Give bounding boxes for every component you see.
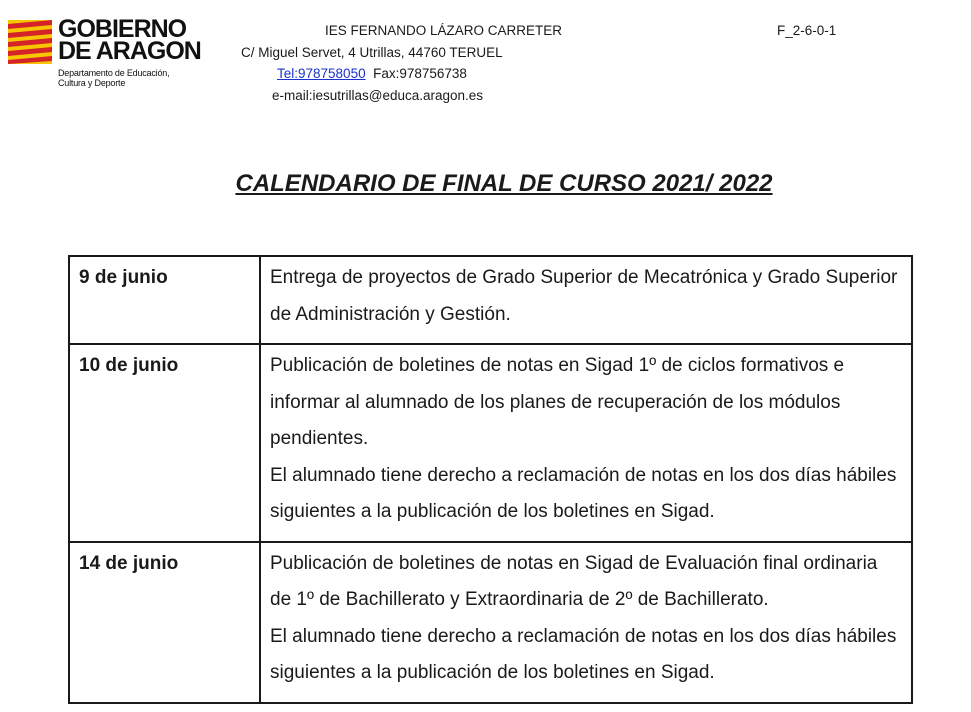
page-title: CALENDARIO DE FINAL DE CURSO 2021/ 2022: [235, 170, 773, 197]
contact-phone-fax: [277, 66, 467, 81]
school-name: IES FERNANDO LÁZARO CARRETER: [325, 23, 563, 38]
description-cell: [260, 542, 912, 703]
logo-title: [58, 15, 201, 65]
date-cell: 10 de junio: [69, 344, 260, 542]
date-cell: 9 de junio: [69, 256, 260, 344]
description-cell: [260, 256, 912, 344]
date-cell: 14 de junio: [69, 542, 260, 703]
logo-title-line2: DE ARAGON: [58, 37, 201, 65]
description-paragraph: El alumnado tiene derecho a reclamación de notas en los dos días hábiles siguientes a la publicación de los boletines en Sigad.: [270, 625, 897, 683]
description-paragraph: El alumnado tiene derecho a reclamación de notas en los dos días hábiles siguientes a la publicación de los boletines en Sigad.: [270, 464, 897, 522]
aragon-flag-icon: [8, 20, 52, 64]
table-row: [69, 256, 912, 344]
gobierno-aragon-logo: [8, 15, 218, 94]
description-cell: [260, 344, 912, 542]
fax-number: Fax:978756738: [373, 66, 467, 81]
calendar-table: [68, 255, 913, 704]
phone-link[interactable]: Tel:978758050: [277, 66, 366, 81]
document-code: F_2-6-0-1: [777, 23, 837, 38]
table-row: [69, 542, 912, 703]
logo-dept-line2: Cultura y Deporte: [58, 78, 126, 88]
description-paragraph: Publicación de boletines de notas en Sigad 1º de ciclos formativos e informar al alumnado de los planes de recuperación de los módulos pendientes.: [270, 355, 845, 449]
logo-dept-line1: Departamento de Educación,: [58, 68, 170, 78]
table-row: [69, 344, 912, 542]
logo-department: [58, 68, 169, 88]
description-paragraph: Entrega de proyectos de Grado Superior de Mecatrónica y Grado Superior de Administración y Gestión.: [270, 267, 898, 325]
school-address: C/ Miguel Servet, 4 Utrillas, 44760 TERUEL: [241, 45, 503, 60]
logo-title-line1: GOBIERNO: [58, 15, 187, 43]
description-paragraph: Publicación de boletines de notas en Sigad de Evaluación final ordinaria de 1º de Bachillerato y Extraordinaria de 2º de Bachillerato.: [270, 552, 878, 610]
school-email: e-mail:iesutrillas@educa.aragon.es: [272, 88, 484, 103]
